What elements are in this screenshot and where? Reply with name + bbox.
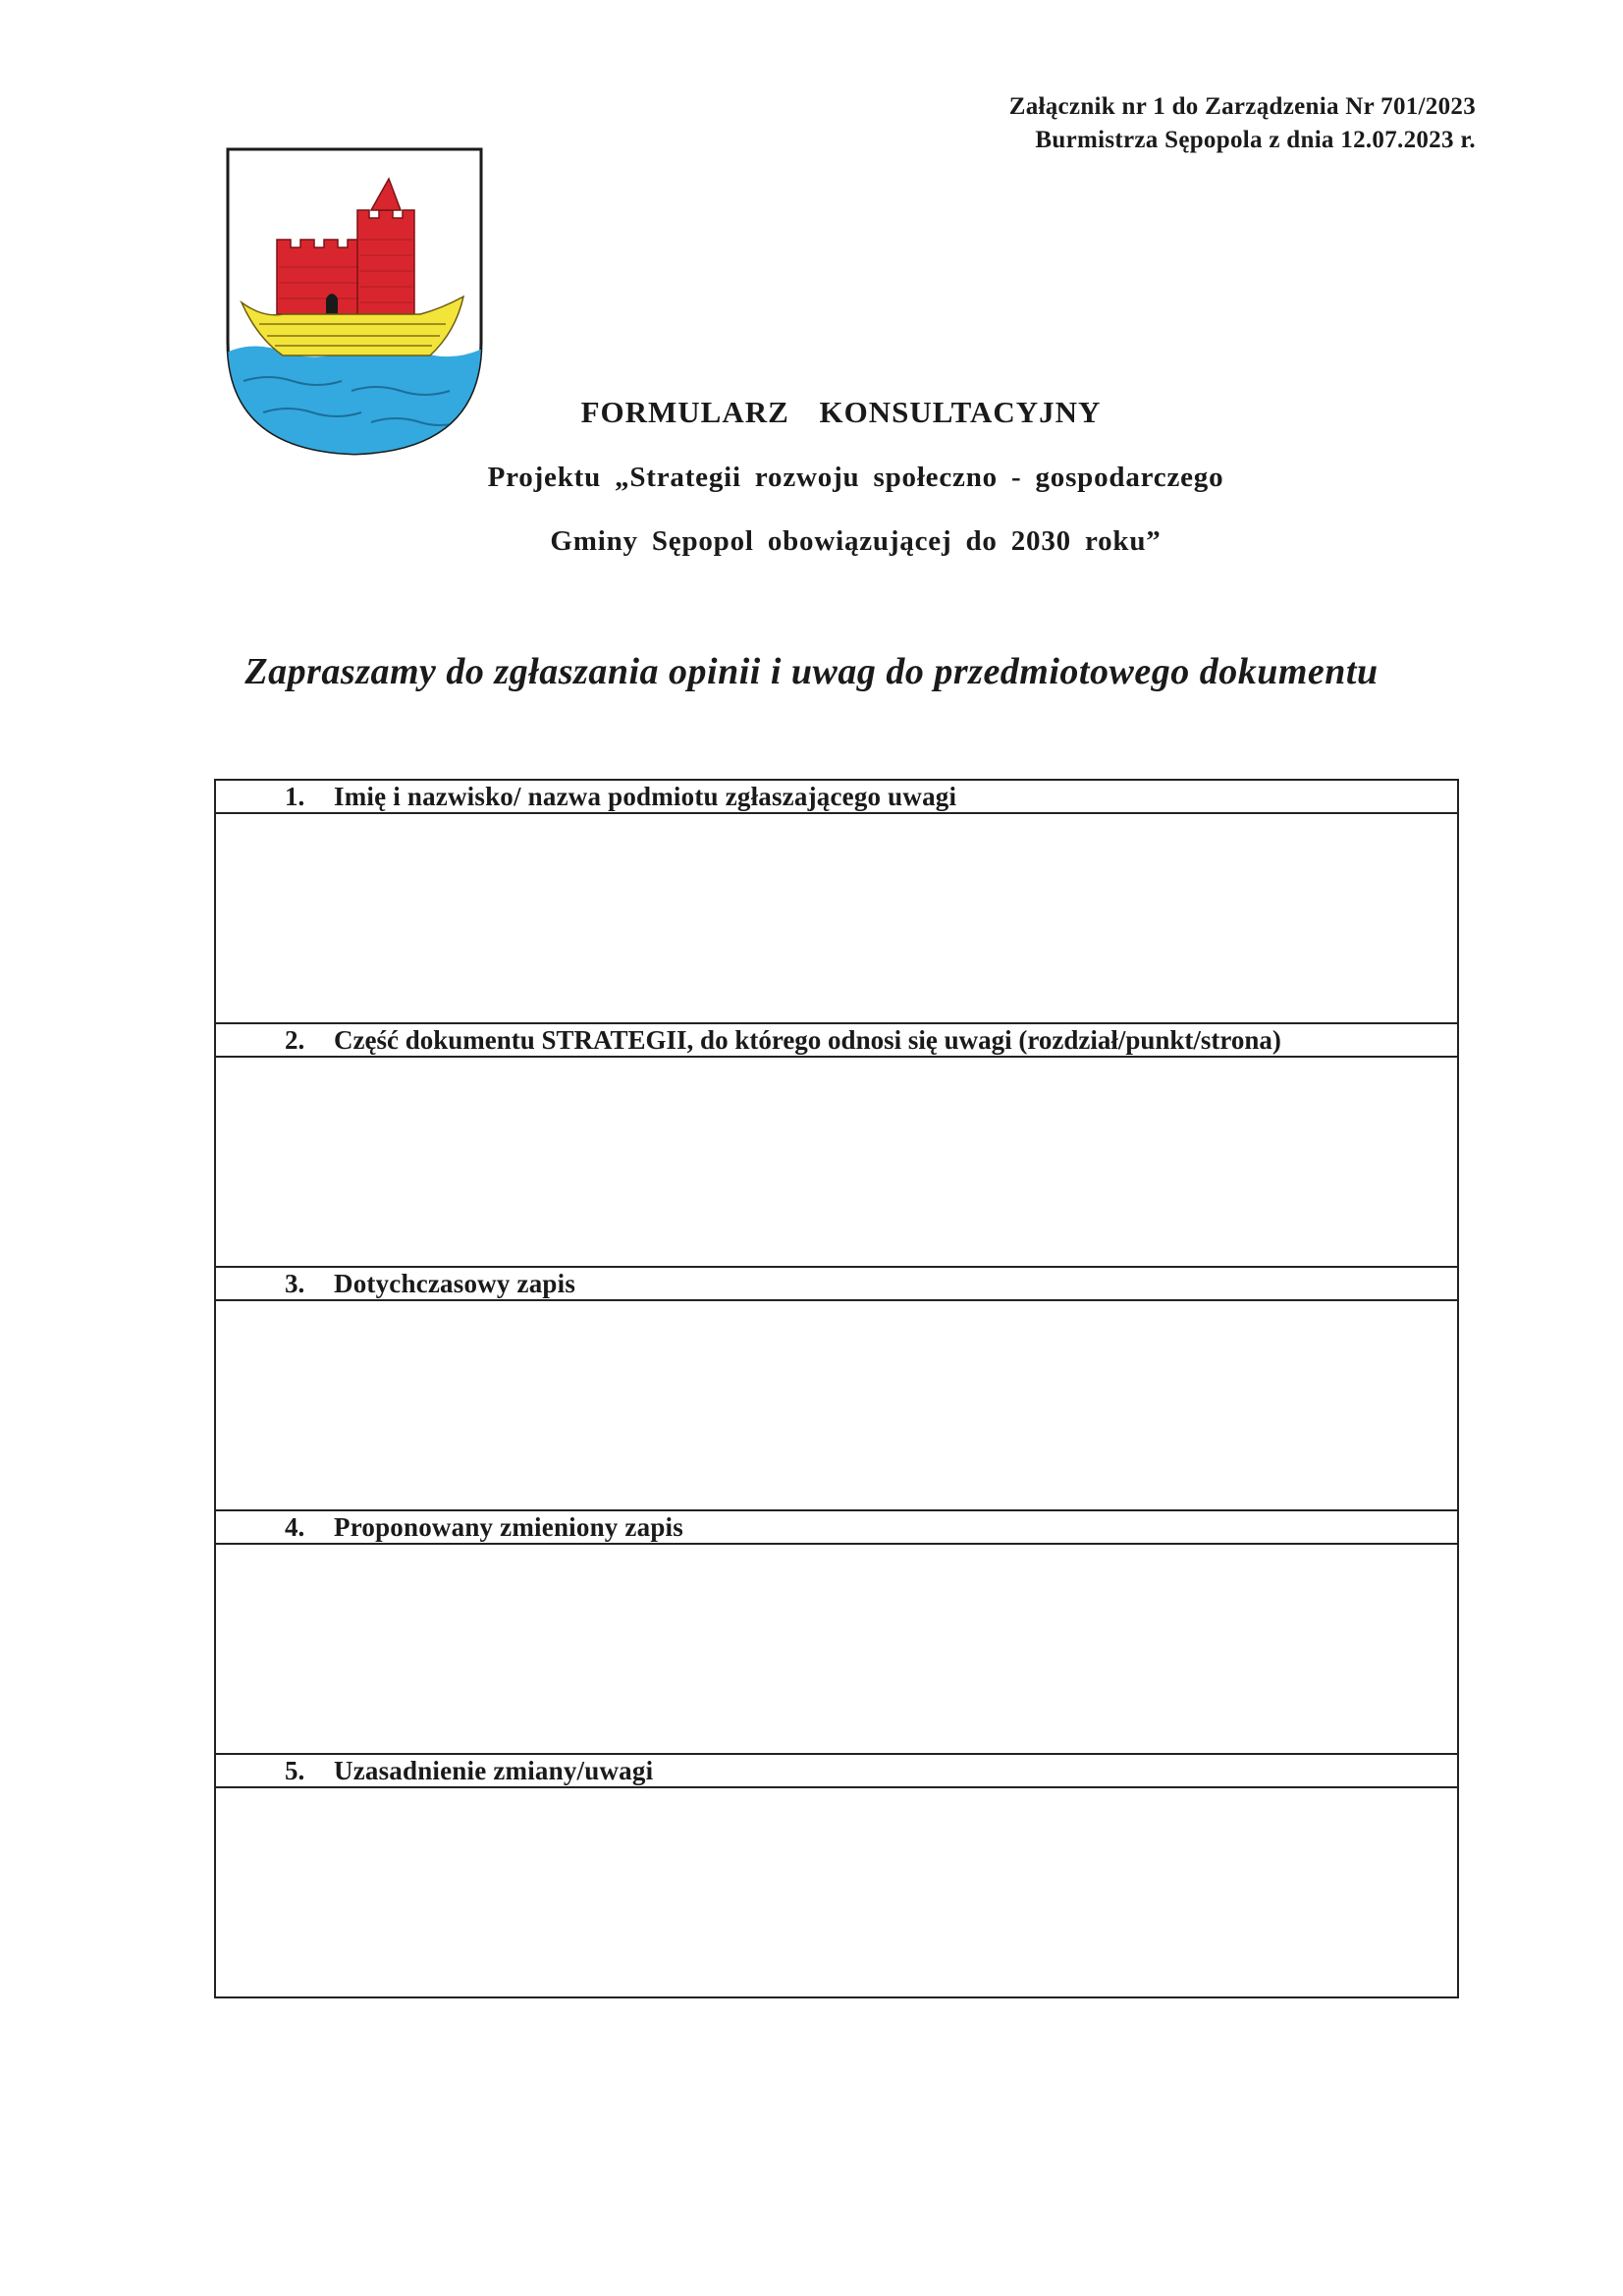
section-label: Uzasadnienie zmiany/uwagi xyxy=(334,1756,654,1785)
form-section-current-text xyxy=(216,1268,1457,1511)
section-number: 1. xyxy=(285,782,305,811)
form-section-document-part xyxy=(216,1024,1457,1268)
name-input-area[interactable] xyxy=(216,814,1457,1024)
section-label: Proponowany zmieniony zapis xyxy=(334,1512,683,1542)
section-header xyxy=(216,1511,1457,1545)
form-section-proposed-text xyxy=(216,1511,1457,1755)
section-header xyxy=(216,1755,1457,1788)
form-title: FORMULARZ KONSULTACYJNY xyxy=(580,395,1102,429)
consultation-form-table xyxy=(214,779,1459,1998)
section-number: 2. xyxy=(285,1025,305,1055)
current-text-input-area[interactable] xyxy=(216,1301,1457,1511)
section-number: 5. xyxy=(285,1756,305,1785)
document-part-input-area[interactable] xyxy=(216,1058,1457,1268)
form-section-justification xyxy=(216,1755,1457,1996)
form-section-name xyxy=(216,781,1457,1024)
justification-input-area[interactable] xyxy=(216,1788,1457,1996)
invitation-text: Zapraszamy do zgłaszania opinii i uwag do przedmiotowego dokumentu xyxy=(244,651,1379,692)
section-number: 3. xyxy=(285,1269,305,1298)
proposed-text-input-area[interactable] xyxy=(216,1545,1457,1755)
subtitle-line-1: Projektu „Strategii rozwoju społeczno - gospodarczego xyxy=(487,462,1224,493)
section-label: Imię i nazwisko/ nazwa podmiotu zgłaszającego uwagi xyxy=(334,782,957,811)
attachment-line-2: Burmistrza Sępopola z dnia 12.07.2023 r. xyxy=(1035,127,1476,153)
attachment-note xyxy=(788,90,1476,157)
section-label: Dotychczasowy zapis xyxy=(334,1269,576,1298)
subtitle-line-2: Gminy Sępopol obowiązującej do 2030 roku” xyxy=(550,525,1162,557)
section-header xyxy=(216,781,1457,814)
attachment-line-1: Załącznik nr 1 do Zarządzenia Nr 701/2023 xyxy=(1008,93,1476,120)
section-number: 4. xyxy=(285,1512,305,1542)
section-header xyxy=(216,1024,1457,1058)
section-label: Część dokumentu STRATEGII, do którego odnosi się uwagi (rozdział/punkt/strona) xyxy=(334,1025,1281,1055)
section-header xyxy=(216,1268,1457,1301)
